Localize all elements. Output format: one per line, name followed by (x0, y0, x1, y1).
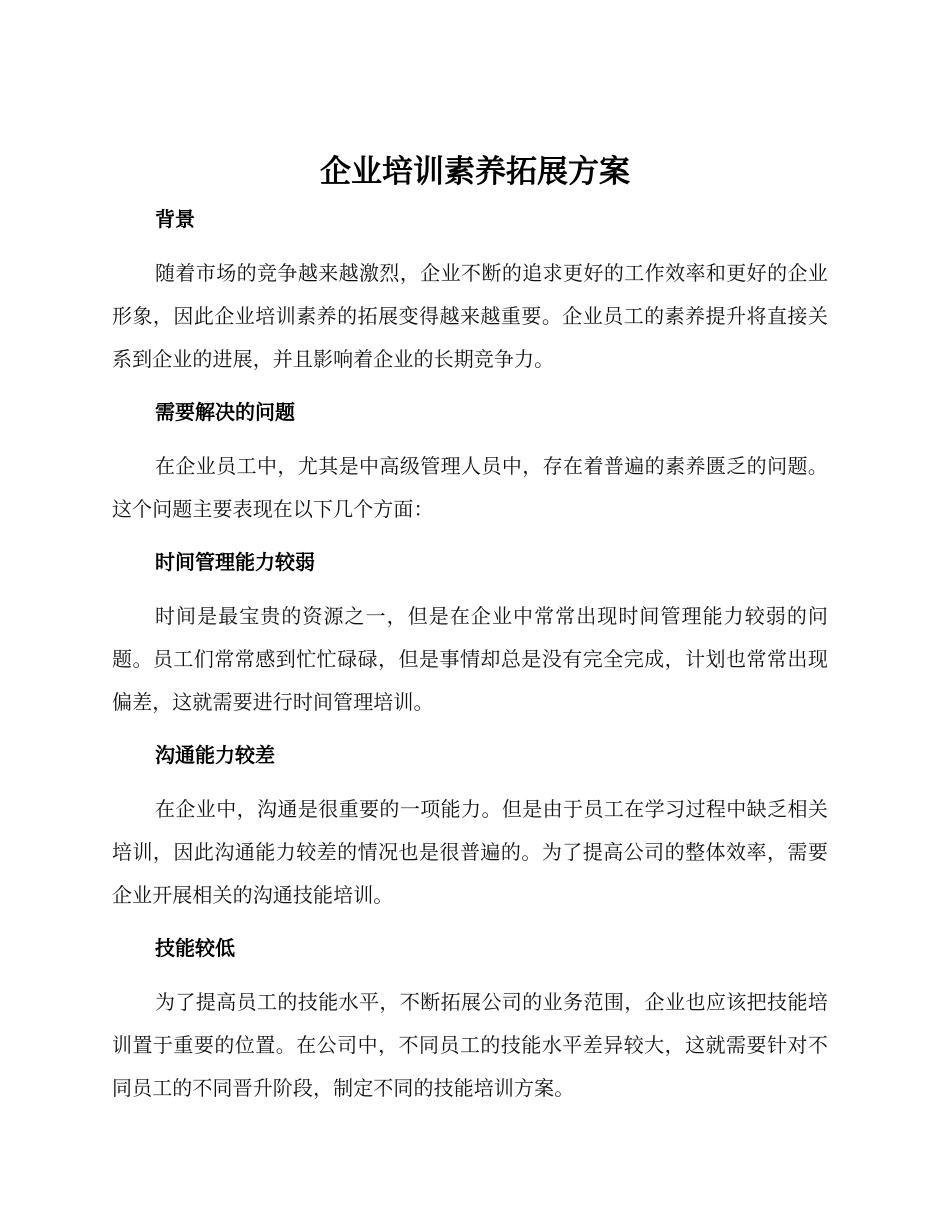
section-paragraph: 在企业中，沟通是很重要的一项能力。但是由于员工在学习过程中缺乏相关培训，因此沟通能力较差的情况也是很普遍的。为了提高公司的整体效率，需要企业开展相关的沟通技能培训。 (112, 797, 828, 907)
section-communication (112, 734, 828, 917)
section-paragraph: 在企业员工中，尤其是中高级管理人员中，存在着普遍的素养匮乏的问题。这个问题主要表现在以下几个方面： (112, 454, 828, 521)
document-body (112, 198, 828, 1120)
section-heading: 沟通能力较差 (155, 743, 275, 767)
section-problems (112, 391, 828, 531)
section-heading: 技能较低 (155, 936, 235, 960)
section-paragraph: 时间是最宝贵的资源之一，但是在企业中常常出现时间管理能力较弱的问题。员工们常常感到忙忙碌碌，但是事情却总是没有完全完成，计划也常常出现偏差，这就需要进行时间管理培训。 (112, 604, 828, 714)
section-background (112, 198, 828, 381)
section-heading: 时间管理能力较弱 (155, 550, 315, 574)
document-title: 企业培训素养拓展方案 (320, 154, 630, 190)
section-heading: 需要解决的问题 (155, 400, 295, 424)
section-heading: 背景 (155, 207, 195, 231)
section-paragraph: 随着市场的竞争越来越激烈，企业不断的追求更好的工作效率和更好的企业形象，因此企业培训素养的拓展变得越来越重要。企业员工的素养提升将直接关系到企业的进展，并且影响着企业的长期竞争力。 (112, 261, 828, 371)
section-paragraph: 为了提高员工的技能水平，不断拓展公司的业务范围，企业也应该把技能培训置于重要的位置。在公司中，不同员工的技能水平差异较大，这就需要针对不同员工的不同晋升阶段，制定不同的技能培训方案。 (112, 990, 828, 1100)
section-time-management (112, 541, 828, 724)
section-skills (112, 927, 828, 1110)
